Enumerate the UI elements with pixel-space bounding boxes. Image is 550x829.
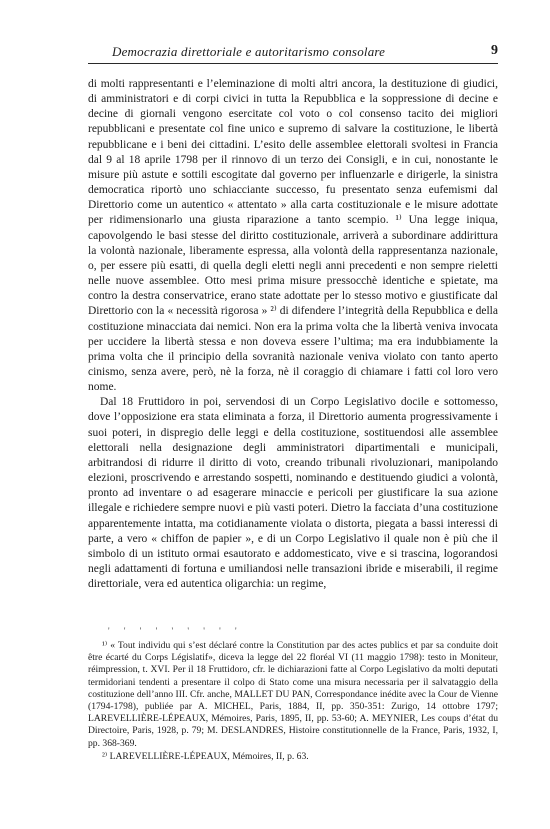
body-text: [88, 77, 498, 592]
footnote-separator-marks: ' ' ' ' ' ' ' ' ': [108, 626, 243, 636]
paragraph: Dal 18 Fruttidoro in poi, servendosi di un Corpo Legislativo docile e sottomesso, dove l’opposizione era stata eliminata a forza, il Direttorio aumenta progressivamente i suoi poteri, in dispregio delle leggi e della costituzione, sostituendosi alle assemblee elettorali nella designazione degli amministratori dipartimentali e municipali, arbitrandosi di ridurre il diritto di voto, creando tribunali rivoluzionari, manipolando elezioni, proscrivendo e arrestando sospetti, nominando e destituendo giudici a volontà, pronto ad inventare o ad esagerare minaccie e pericoli per giustificare la sua azione illegale e richiedere sempre nuovi e più vasti poteri. Dietro la facciata d’una costituzione apparentemente intatta, ma cotidianamente violata o distorta, piegata a bassi interessi di parte, a vero « chiffon de papier », e di un Corpo Legislativo il quale non è più che il simbolo di un istituto ormai esautorato e addomesticato, vive e si trascina, logorandosi negli adattamenti di fortuna e umiliandosi nelle transazioni ibride e miserabili, il regime direttoriale, vera ed autentica oligarchia: un regime,: [88, 396, 498, 591]
running-title: Democrazia direttoriale e autoritarismo consolare: [112, 44, 386, 59]
page-header: [88, 44, 498, 62]
paragraph: di molti rappresentanti e l’eleminazione di molti altri ancora, la destituzione di giudici, di amministratori e di corpi civici in tutta la Repubblica e la soppressione di decine e decine di giornali vengono esercitate col voto o col consenso tacito dei migliori repubblicani e presentate col fine unico e supremo di salvare la costituzione, le libertà repubblicane e i beni dei cittadini. L’esito delle assemblee elettorali svoltesi in Francia dal 9 al 18 aprile 1798 per il rinnovo di un terzo dei Consigli, e in cui, nonostante le misure più astute e sottili escogitate dal governo per influenzarle e dirigerle, la sinistra democratica riportò uno schiacciante successo, fu presentato senza eufemismi dal Direttorio come un autentico « attentato » alla carta costituzionale e le misure adottate per ridimensionarlo una giusta riparazione a tanto scempio. ¹⁾ Una legge iniqua, capovolgendo le basi stesse del diritto costituzionale, arriverà a subordinare addirittura la volontà nazionale, liberamente espressa, alla volontà della rappresentanza nazionale, o, per essere più esatti, di quella degli eletti negli anni precedenti e non sempre rieletti nelle nuove assemblee. Otto mesi prima misure pressocchè identiche e spietate, ma contro la destra conservatrice, erano state adottate per lo stesso motivo e giustificate dal Direttorio con la « necessità rigorosa » ²⁾ di difendere l’integrità della Repubblica e della costituzione minacciata dai nemici. Non era la prima volta che la libertà veniva invocata per uccidere la libertà stessa e non doveva essere l’ultima; ma era indubbiamente la prima volta che il principio della sovranità nazionale veniva violato con tanto aperto cinismo, senza avere, però, nè la forza, nè il coraggio di chiamare i fatti col loro vero nome.: [88, 78, 498, 394]
footnote: ²⁾ LAREVELLIÈRE-LÉPEAUX, Mémoires, II, p. 63.: [102, 750, 309, 762]
footnote: ¹⁾ « Tout individu qui s’est déclaré contre la Constitution par des actes publics et par sa conduite doit être écarté du Corps Législatif», diceva la legge del 22 floréal VI (11 maggio 1798): testo in Moniteur, réimpression, t. XVI. Per il 18 Fruttidoro, cfr. le dichiarazioni fatte al Corpo Legislativo da molti deputati termidoriani tendenti a presentare il colpo di Stato come una misura necessaria per il salvataggio della costituzione dell’anno III. Cfr. anche, MALLET DU PAN, Correspondance inédite avec la Cour de Vienne (1794-1798), publiée par A. MICHEL, Paris, 1884, II, pp. 350-351: Zurigo, 14 ottobre 1797; LAREVELLIÈRE-LÉPEAUX, Mémoires, Paris, 1895, II, pp. 53-60; A. MEYNIER, Les coups d’état du Directoire, Paris, 1928, p. 79; M. DESLANDRES, Histoire constitutionnelle de la France, Paris, 1932, I, pp. 368-369.: [88, 640, 498, 749]
header-rule: [88, 63, 498, 64]
page-number: 9: [491, 43, 498, 58]
footnotes: [88, 640, 498, 763]
